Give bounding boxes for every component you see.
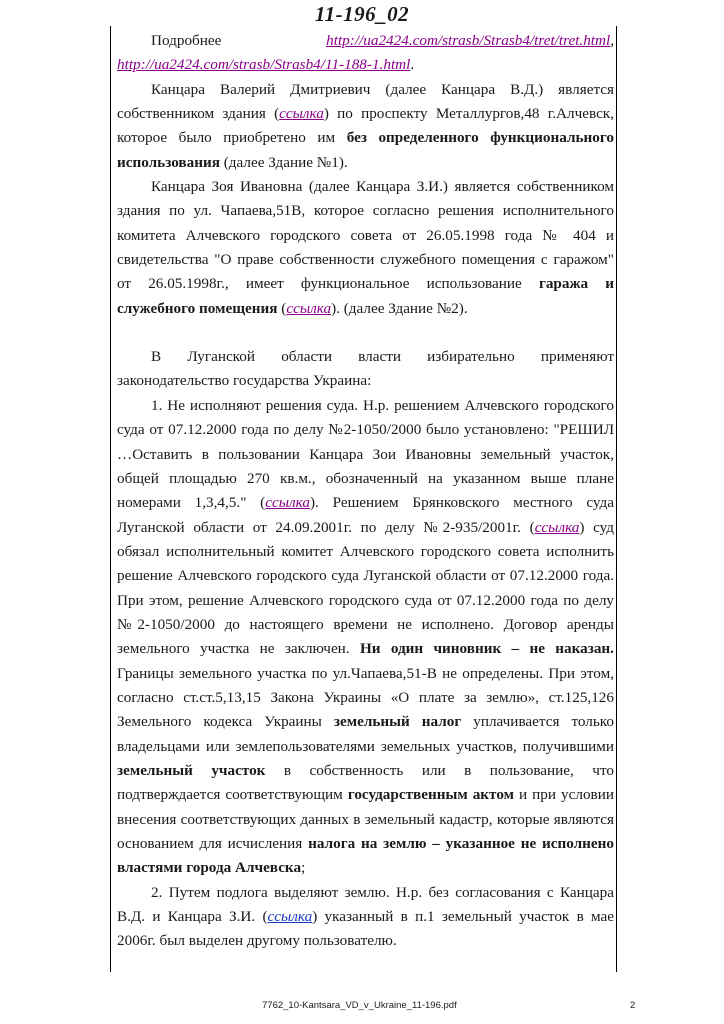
- paragraph-item-2: 2. Путем подлога выделяют землю. Н.р. без согласования с Канцара В.Д. и Канцара З.И. (ссылка) указанный в п.1 земельный участок в мае 2006г. был выделен другому пользователю.: [117, 883, 614, 950]
- details-label: Подробнее: [151, 32, 222, 49]
- paragraph-intro: В Луганской области власти избирательно применяют законодательство государства Украина:: [117, 348, 614, 390]
- footer-filename: 7762_10-Kantsara_VD_v_Ukraine_11-196.pdf: [262, 1000, 457, 1011]
- link-building-2[interactable]: ссылка: [286, 299, 332, 317]
- paragraph-building-1: Канцара Валерий Дмитриевич (далее Канцара В.Д.) является собственником здания (ссылка) по проспекту Металлургов,48 г.Алчевск, которое было приобретено им без определенного функционального использования (далее Здание №1).: [117, 80, 614, 171]
- paragraph-details: Подробнее http://ua2424.com/strasb/Strasb4/tret/tret.html, http://ua2424.com/strasb/Strasb4/11-188-1.html.: [117, 32, 615, 74]
- paragraph-building-2: Канцара Зоя Ивановна (далее Канцара З.И.) является собственником здания по ул. Чапаева,51В, которое согласно решения исполнительного комитета Алчевского городского совета от 26.05.1998 года № 404 и свидетельства "О праве собственности служебного помещения с гаражом" от 26.05.1998г., имеет функциональное использование гаража и служебного помещения (ссылка). (далее Здание №2).: [117, 178, 615, 317]
- left-margin-line: [110, 26, 111, 972]
- document-id: 11-196_02: [314, 2, 410, 26]
- link-court-decision-2000[interactable]: ссылка: [265, 494, 310, 512]
- paragraph-item-1: 1. Не исполняют решения суда. Н.р. решением Алчевского городского суда от 07.12.2000 года по делу №2-1050/2000 было установлено: "РЕШИЛ …Оставить в пользовании Канцара Зои Ивановны земельный участок, общей площадью 270 кв.м., обозначенный на указанном выше плане номерами 1,3,4,5." (ссылка). Решением Брянковского местного суда Луганской области от 24.09.2001г. по делу №2-935/2001г. (ссылка) суд обязал исполнительный комитет Алчевского городского совета исполнить решение Алчевского городского суда Луганской области от 07.12.2000 года. При этом, решение Алчевского городского суда от 07.12.2000 года по делу №2-1050/2000 до настоящего времени не исполнено. Договор аренды земельного участка не заключен. Ни один чиновник – не наказан. Границы земельного участка по ул.Чапаева,51-В не определены. При этом, согласно ст.ст.5,13,15 Закона Украины «О плате за землю», ст.125,126 Земельного кодекса Украины земельный налог уплачивается только владельцами или землепользователями земельных участков, получившими земельный участок в собственность или в пользование, что подтверждается соответствующим государственным актом и при условии внесения соответствующих данных в земельный кадастр, которые являются основанием для исчисления налога на землю – указанное не исполнено властями города Алчевска;: [117, 396, 615, 877]
- link-building-1[interactable]: ссылка: [279, 105, 324, 123]
- page-number: 2: [630, 1000, 636, 1011]
- link-court-decision-2001[interactable]: ссылка: [534, 518, 580, 536]
- details-link-tret[interactable]: http://ua2424.com/strasb/Strasb4/tret/tret.html: [326, 32, 611, 49]
- document-body: [117, 29, 614, 954]
- right-margin-line: [616, 26, 617, 972]
- details-link-11-188[interactable]: http://ua2424.com/strasb/Strasb4/11-188-1.html: [117, 56, 411, 74]
- link-land-allocation[interactable]: ссылка: [267, 908, 313, 926]
